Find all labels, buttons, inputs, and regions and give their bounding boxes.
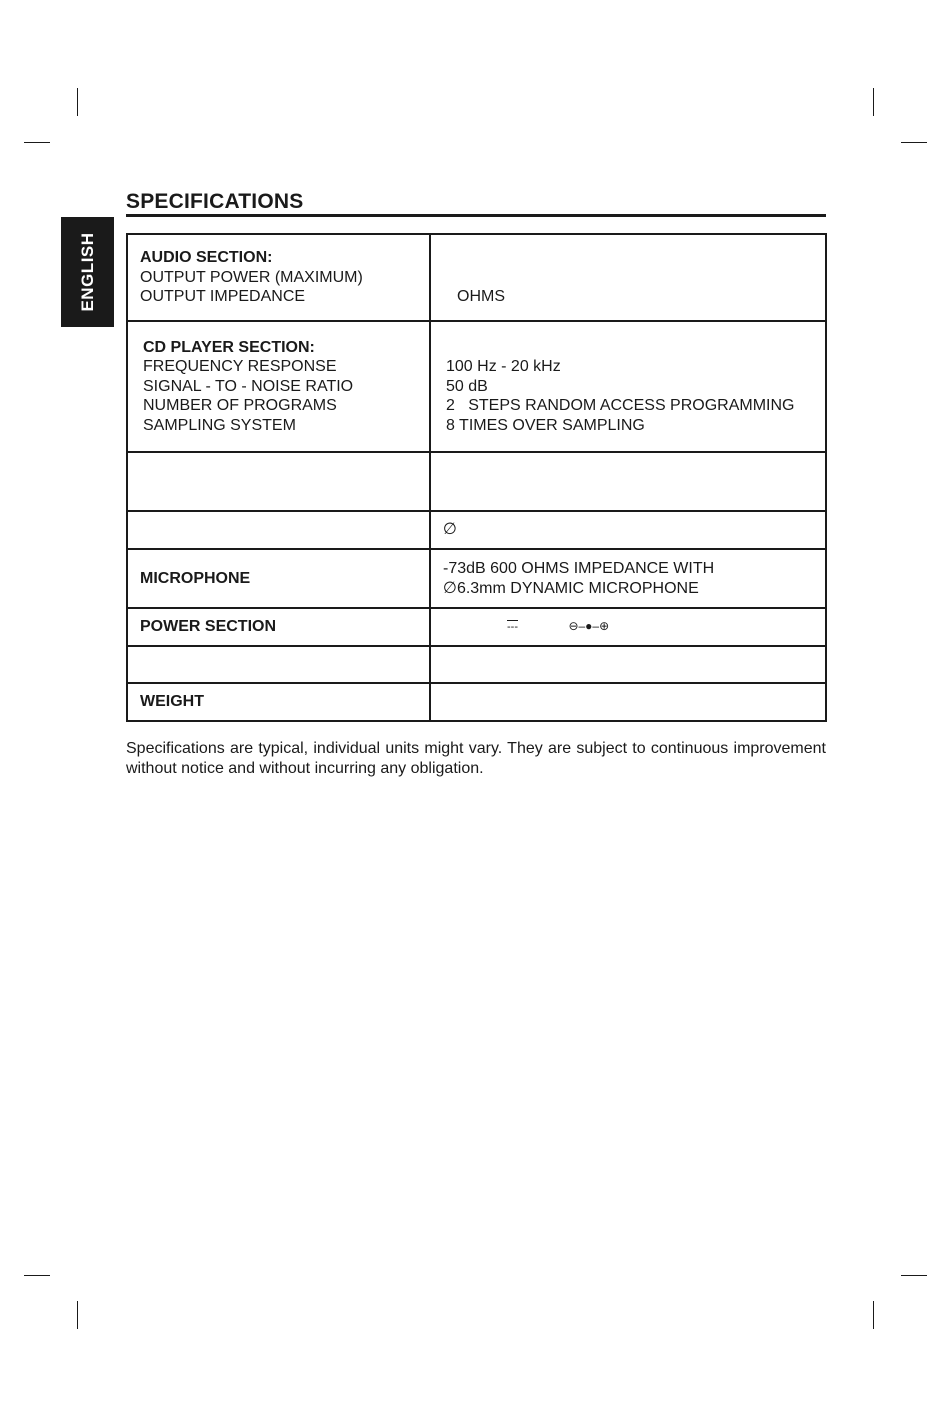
table-row-empty <box>127 646 826 683</box>
cd-label: SIGNAL - TO - NOISE RATIO <box>143 377 354 395</box>
microphone-label: MICROPHONE <box>127 549 430 608</box>
audio-label: OUTPUT IMPEDANCE <box>140 288 306 306</box>
weight-label: WEIGHT <box>127 683 430 721</box>
microphone-values-cell <box>430 549 826 608</box>
cd-value: 2 STEPS RANDOM ACCESS PROGRAMMING <box>446 397 795 415</box>
audio-label: OUTPUT POWER (MAXIMUM) <box>140 268 363 286</box>
crop-mark <box>901 1275 927 1276</box>
power-values-cell <box>430 608 826 646</box>
dc-symbol-icon: --- <box>507 621 518 634</box>
audio-value <box>443 268 813 288</box>
specifications-table <box>126 233 827 722</box>
cd-label: SAMPLING SYSTEM <box>143 416 296 434</box>
cd-label: FREQUENCY RESPONSE <box>143 358 337 376</box>
audio-labels-cell <box>127 234 430 321</box>
page-title: SPECIFICATIONS <box>126 190 304 213</box>
crop-mark <box>873 1301 874 1329</box>
crop-mark <box>77 1301 78 1329</box>
table-row-diameter <box>127 511 826 549</box>
diameter-symbol: ∅ <box>443 521 457 539</box>
cd-labels-cell <box>127 321 430 452</box>
table-row-audio <box>127 234 826 321</box>
table-row-empty <box>127 452 826 511</box>
audio-section-heading: AUDIO SECTION: <box>140 249 273 267</box>
cd-label: NUMBER OF PROGRAMS <box>143 397 337 415</box>
polarity-symbol-icon: ⊖–●–⊕ <box>568 619 610 634</box>
title-underline <box>126 214 826 217</box>
crop-mark <box>77 88 78 116</box>
table-row-cd-player <box>127 321 826 452</box>
diameter-cell <box>430 511 826 549</box>
cd-value: 8 TIMES OVER SAMPLING <box>446 416 645 434</box>
crop-mark <box>873 88 874 116</box>
crop-mark <box>901 142 927 143</box>
table-row-power <box>127 608 826 646</box>
microphone-value: -73dB 600 OHMS IMPEDANCE WITH <box>443 560 715 577</box>
cd-value: 50 dB <box>446 377 488 395</box>
specifications-footnote: Specifications are typical, individual units might vary. They are subject to continuous improvement without notice and without incurring any obligation. <box>126 740 826 777</box>
crop-mark <box>24 1275 50 1276</box>
table-row-weight <box>127 683 826 721</box>
cd-section-heading: CD PLAYER SECTION: <box>143 338 315 356</box>
cd-value: 100 Hz - 20 kHz <box>446 358 561 376</box>
table-row-microphone <box>127 549 826 608</box>
language-tab <box>61 217 114 327</box>
audio-values-cell <box>430 234 826 321</box>
audio-value: OHMS <box>457 288 505 306</box>
power-section-label: POWER SECTION <box>127 608 430 646</box>
crop-mark <box>24 142 50 143</box>
language-tab-label: ENGLISH <box>77 232 97 312</box>
cd-values-cell <box>430 321 826 452</box>
microphone-value: ∅6.3mm DYNAMIC MICROPHONE <box>443 579 699 597</box>
